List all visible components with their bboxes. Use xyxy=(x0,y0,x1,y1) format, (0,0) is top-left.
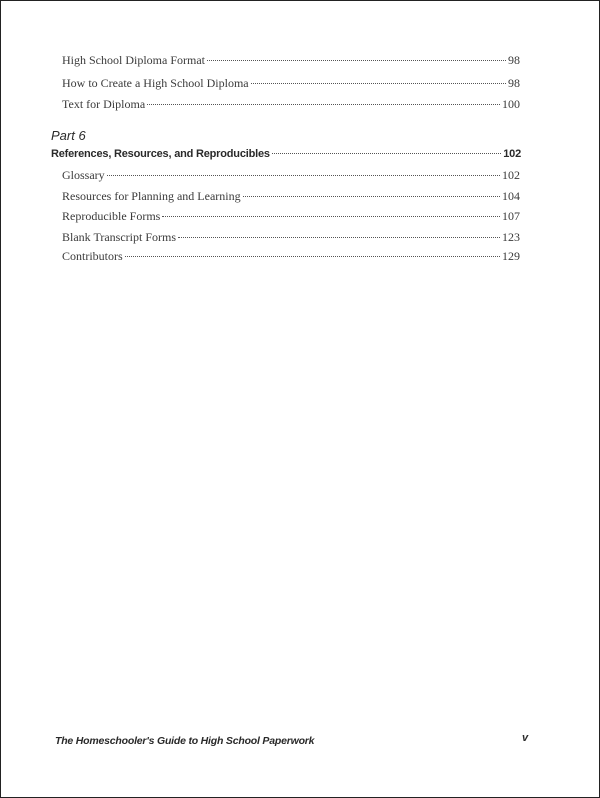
dot-leader xyxy=(207,60,506,61)
dot-leader xyxy=(147,104,500,105)
footer-page-number: v xyxy=(522,732,529,744)
toc-entry-page: 102 xyxy=(502,168,520,182)
dot-leader xyxy=(107,175,500,176)
toc-entry-title: Text for Diploma xyxy=(62,97,146,111)
toc-entry xyxy=(62,209,520,229)
toc-entry-page: 100 xyxy=(502,97,520,111)
toc-entry-page: 104 xyxy=(502,189,520,203)
toc-section-title: References, Resources, and Reproducibles xyxy=(51,148,270,160)
toc-entry-page: 129 xyxy=(502,249,520,263)
toc-entry-page: 107 xyxy=(502,209,520,223)
toc-entry xyxy=(62,76,520,96)
toc-entry-page: 98 xyxy=(508,76,520,90)
toc-entry-title: Blank Transcript Forms xyxy=(62,230,177,244)
toc-entry xyxy=(62,53,520,73)
toc-entry-title: How to Create a High School Diploma xyxy=(62,76,249,90)
toc-section xyxy=(51,148,521,168)
toc-entry-title: High School Diploma Format xyxy=(62,53,205,67)
dot-leader xyxy=(178,237,500,238)
part-heading: Part 6 xyxy=(51,128,86,143)
toc-entry-title: Glossary xyxy=(62,168,105,182)
toc-entry xyxy=(62,249,520,269)
toc-entry-page: 98 xyxy=(508,53,520,67)
footer-book-title: The Homeschooler's Guide to High School Paperwork xyxy=(55,735,315,747)
toc-entry-title: Reproducible Forms xyxy=(62,209,161,223)
toc-entry xyxy=(62,189,520,209)
dot-leader xyxy=(243,196,500,197)
toc-entry xyxy=(62,230,520,250)
toc-entry-title: Contributors xyxy=(62,249,123,263)
toc-entry-page: 123 xyxy=(502,230,520,244)
dot-leader xyxy=(272,153,501,154)
toc-section-page: 102 xyxy=(503,148,521,160)
toc-entry xyxy=(62,97,520,117)
toc-entry xyxy=(62,168,520,188)
dot-leader xyxy=(251,83,506,84)
dot-leader xyxy=(125,256,500,257)
dot-leader xyxy=(162,216,500,217)
toc-entry-title: Resources for Planning and Learning xyxy=(62,189,241,203)
